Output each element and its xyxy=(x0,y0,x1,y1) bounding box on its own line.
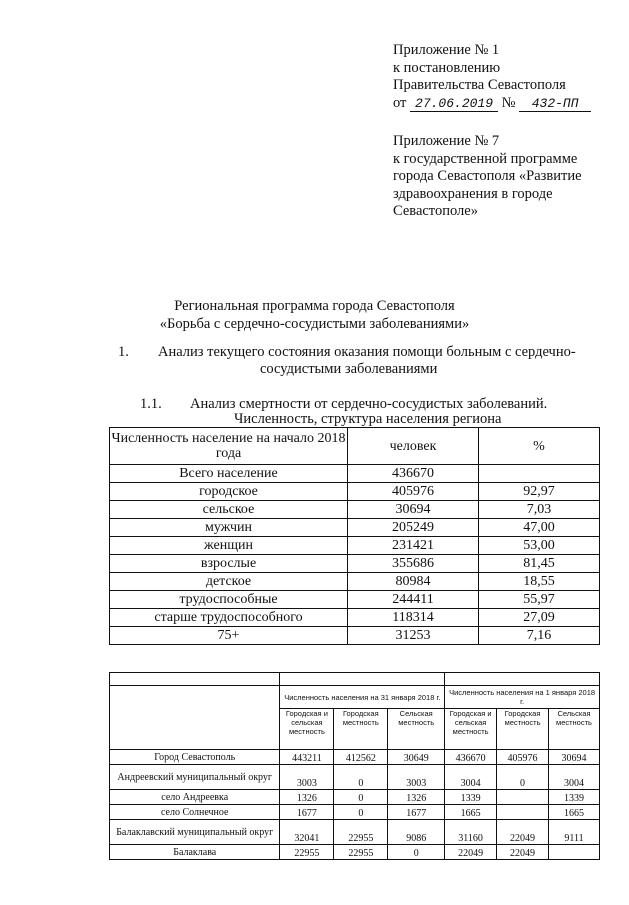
row-persons: 205249 xyxy=(348,519,479,537)
row-persons: 31253 xyxy=(348,627,479,645)
row-percent: 7,16 xyxy=(479,627,600,645)
row-percent: 53,00 xyxy=(479,537,600,555)
row-percent: 27,09 xyxy=(479,609,600,627)
row-label: детское xyxy=(110,573,348,591)
population-table xyxy=(109,427,600,645)
appendix-7-title: Приложение № 7 xyxy=(393,133,500,149)
section-1-number: 1. xyxy=(118,344,129,360)
row-persons: 405976 xyxy=(348,483,479,501)
table-row xyxy=(110,555,600,573)
table-row xyxy=(110,627,600,645)
row-value: 0 xyxy=(388,845,445,860)
row-value: 3003 xyxy=(388,765,445,790)
row-value: 22955 xyxy=(280,845,334,860)
row-label: взрослые xyxy=(110,555,348,573)
row-percent: 7,03 xyxy=(479,501,600,519)
row-label: городское xyxy=(110,483,348,501)
handwritten-date: 27.06.2019 xyxy=(410,97,498,112)
row-value: 0 xyxy=(334,805,388,820)
section-1-1-heading: Анализ смертности от сердечно-сосудистых заболеваний. xyxy=(190,396,548,412)
row-value: 9086 xyxy=(388,820,445,845)
row-label: старше трудоспособного xyxy=(110,609,348,627)
row-value: 22049 xyxy=(497,845,549,860)
appendix-7-line2: к государственной программе xyxy=(393,150,578,167)
table-row xyxy=(110,790,600,805)
header-percent: % xyxy=(479,428,600,465)
row-label: сельское xyxy=(110,501,348,519)
row-region: село Солнечное xyxy=(110,805,280,820)
row-value: 3004 xyxy=(445,765,497,790)
row-value xyxy=(497,805,549,820)
section-1-heading: Анализ текущего состояния оказания помощи больным с сердечно- xyxy=(158,344,576,360)
row-value: 1665 xyxy=(445,805,497,820)
region-header-blank xyxy=(110,686,280,750)
from-label: от xyxy=(393,94,407,111)
subheader-urban-rural-2: Городская и сельская местность xyxy=(445,709,497,750)
appendix-7-line4: здравоохранения в городе xyxy=(393,185,553,202)
row-region: село Андреевка xyxy=(110,790,280,805)
table-row xyxy=(110,537,600,555)
handwritten-number: 432-ПП xyxy=(519,97,591,112)
header-persons: человек xyxy=(348,428,479,465)
row-value: 32041 xyxy=(280,820,334,845)
row-label: 75+ xyxy=(110,627,348,645)
row-value: 22955 xyxy=(334,845,388,860)
row-value: 9111 xyxy=(549,820,600,845)
table-top-row xyxy=(110,673,600,686)
row-value: 1339 xyxy=(549,790,600,805)
subheader-rural-1: Сельская местность xyxy=(388,709,445,750)
row-value: 1677 xyxy=(280,805,334,820)
row-value: 30694 xyxy=(549,750,600,765)
row-value: 0 xyxy=(334,765,388,790)
number-label: № xyxy=(501,94,516,111)
appendix-1-line3: Правительства Севастополя xyxy=(393,77,566,93)
subheader-urban-2: Городская местность xyxy=(497,709,549,750)
appendix-1-title: Приложение № 1 xyxy=(393,42,500,58)
appendix-1-line2: к постановлению xyxy=(393,59,501,76)
row-value: 436670 xyxy=(445,750,497,765)
row-region: Балаклава xyxy=(110,845,280,860)
row-value xyxy=(497,790,549,805)
row-value: 1326 xyxy=(280,790,334,805)
row-value: 30649 xyxy=(388,750,445,765)
program-subtitle: «Борьба с сердечно-сосудистыми заболеваниями» xyxy=(159,316,470,332)
row-percent: 47,00 xyxy=(479,519,600,537)
row-value: 443211 xyxy=(280,750,334,765)
group-header-jan31: Численность населения на 31 января 2018 г. xyxy=(280,686,445,709)
row-percent: 81,45 xyxy=(479,555,600,573)
row-value: 412562 xyxy=(334,750,388,765)
row-percent: 55,97 xyxy=(479,591,600,609)
subheader-urban-1: Городская местность xyxy=(334,709,388,750)
row-value: 22955 xyxy=(334,820,388,845)
row-value: 405976 xyxy=(497,750,549,765)
row-percent xyxy=(479,465,600,483)
row-value: 1326 xyxy=(388,790,445,805)
row-percent: 18,55 xyxy=(479,573,600,591)
group-header-row xyxy=(110,686,600,709)
appendix-1-block xyxy=(393,42,591,112)
table-row xyxy=(110,609,600,627)
row-persons: 355686 xyxy=(348,555,479,573)
row-label: Всего население xyxy=(110,465,348,483)
appendix-7-line5: Севастополе» xyxy=(393,203,478,219)
group-header-jan1: Численность населения на 1 января 2018 г. xyxy=(445,686,600,709)
municipal-population-table xyxy=(109,672,600,860)
section-1-heading-cont: сосудистыми заболеваниями xyxy=(260,361,438,377)
row-value: 1339 xyxy=(445,790,497,805)
table-row xyxy=(110,765,600,790)
table-row xyxy=(110,483,600,501)
row-persons: 118314 xyxy=(348,609,479,627)
row-value: 22049 xyxy=(497,820,549,845)
table-row xyxy=(110,845,600,860)
row-value: 0 xyxy=(334,790,388,805)
row-label: мужчин xyxy=(110,519,348,537)
table-row xyxy=(110,805,600,820)
program-title: Региональная программа города Севастополя xyxy=(174,298,455,314)
row-value: 0 xyxy=(497,765,549,790)
table-row xyxy=(110,501,600,519)
row-value: 1677 xyxy=(388,805,445,820)
row-label: женщин xyxy=(110,537,348,555)
row-persons: 244411 xyxy=(348,591,479,609)
row-label: трудоспособные xyxy=(110,591,348,609)
appendix-7-line3: города Севастополя «Развитие xyxy=(393,168,582,184)
row-value: 31160 xyxy=(445,820,497,845)
header-population-start: Численность население на начало 2018 года xyxy=(110,428,348,465)
row-value: 3004 xyxy=(549,765,600,790)
subheader-rural-2: Сельская местность xyxy=(549,709,600,750)
table-row xyxy=(110,519,600,537)
appendix-1-date-line xyxy=(393,95,591,113)
row-persons: 80984 xyxy=(348,573,479,591)
table-row xyxy=(110,820,600,845)
table-row xyxy=(110,591,600,609)
row-region: Город Севастополь xyxy=(110,750,280,765)
section-1-1-number: 1.1. xyxy=(140,396,162,412)
row-value: 1665 xyxy=(549,805,600,820)
population-table-caption: Численность, структура населения региона xyxy=(234,411,502,427)
row-percent: 92,97 xyxy=(479,483,600,501)
row-value: 22049 xyxy=(445,845,497,860)
row-value: 3003 xyxy=(280,765,334,790)
table-row xyxy=(110,465,600,483)
subheader-urban-rural-1: Городская и сельская местность xyxy=(280,709,334,750)
row-persons: 231421 xyxy=(348,537,479,555)
row-persons: 436670 xyxy=(348,465,479,483)
row-persons: 30694 xyxy=(348,501,479,519)
table-row xyxy=(110,573,600,591)
row-value xyxy=(549,845,600,860)
population-table-header xyxy=(110,428,600,465)
row-region: Балаклавский муниципальный округ xyxy=(110,820,280,845)
appendix-7-block xyxy=(393,133,582,221)
table-row xyxy=(110,750,600,765)
row-region: Андреевский муниципальный округ xyxy=(110,765,280,790)
